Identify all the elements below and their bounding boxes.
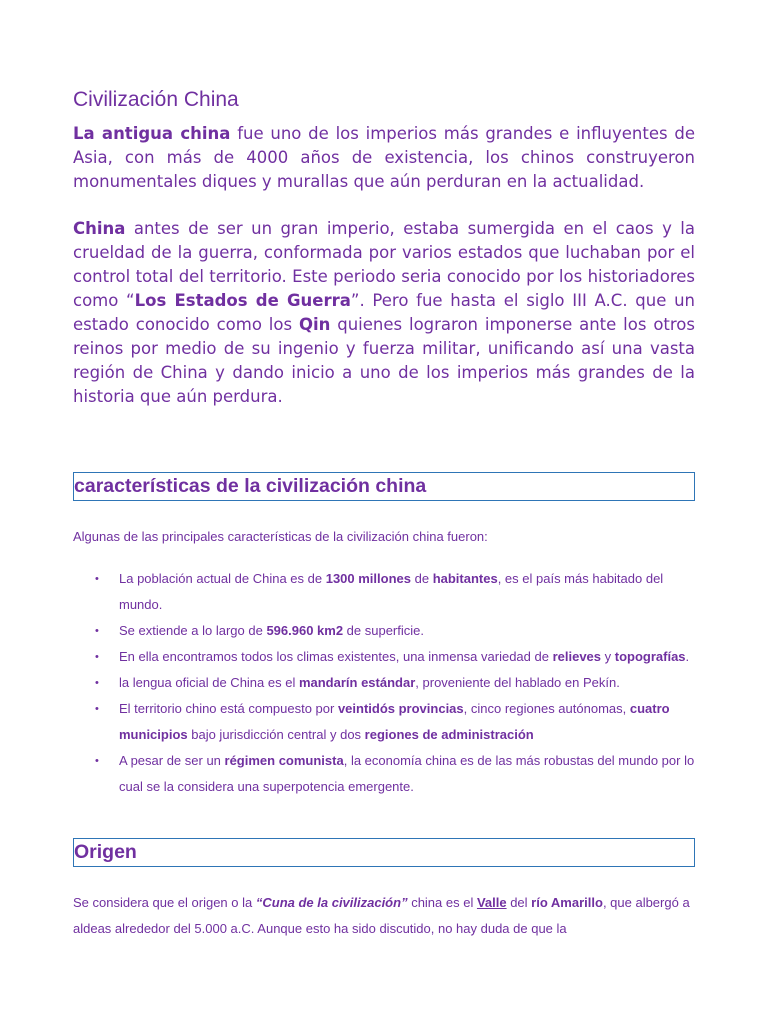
list-item-text: , proveniente del hablado en Pekín. <box>415 675 620 690</box>
bold-text: Los Estados de Guerra <box>134 291 351 310</box>
bold-text: China <box>73 219 126 238</box>
list-item-text: A pesar de ser un <box>119 753 225 768</box>
bold-text: La antigua china <box>73 124 231 143</box>
paragraph-text: Se considera que el origen o la <box>73 895 256 910</box>
bold-text: relieves <box>552 649 602 664</box>
list-item-text: de <box>411 571 433 586</box>
list-item <box>73 670 695 696</box>
list-item <box>73 696 695 748</box>
paragraph-text: del <box>506 895 532 910</box>
bold-text: 596.960 km2 <box>266 623 344 638</box>
bold-text: regiones de administración <box>364 727 534 742</box>
paragraph-text: quienes lograron imponerse ante los otros reinos por medio de su ingenio y fuerza militar, unificando así una vasta región de China y dando inicio a uno de los imperios más grandes de la historia que aún perdura. <box>73 315 695 406</box>
list-item-text: bajo jurisdicción central y dos <box>187 727 365 742</box>
characteristics-list <box>73 566 695 800</box>
bullet-icon: • <box>95 651 99 663</box>
list-item <box>73 618 695 644</box>
bold-text: topografías <box>614 649 686 664</box>
list-item <box>73 748 695 800</box>
list-item <box>73 644 695 670</box>
bold-text: mandarín estándar <box>298 675 416 690</box>
section-heading-box <box>73 472 695 501</box>
list-item-text: , la economía china es de las más robustas del mundo por lo cual se la considera una superpotencia emergente. <box>119 753 695 794</box>
section-heading-box <box>73 838 695 867</box>
list-item-text: la lengua oficial de China es el <box>119 675 299 690</box>
bullet-icon: • <box>95 573 99 585</box>
list-item-text: y <box>601 649 615 664</box>
bold-text: habitantes <box>432 571 498 586</box>
bold-text: 1300 millones <box>325 571 411 586</box>
paragraph-text: fue uno de los imperios más grandes e influyentes de Asia, con más de 4000 años de existencia, los chinos construyeron monumentales diques y murallas que aún perduran en la actualidad. <box>73 124 695 191</box>
list-item-text: Se extiende a lo largo de <box>119 623 267 638</box>
list-item-text: En ella encontramos todos los climas existentes, una inmensa variedad de <box>119 649 553 664</box>
paragraph-origin <box>73 890 695 942</box>
bold-text: veintidós provincias <box>337 701 464 716</box>
document-title: Civilización China <box>73 88 239 111</box>
bullet-icon: • <box>95 677 99 689</box>
bold-text: cuatro municipios <box>119 701 670 742</box>
paragraph-history <box>73 217 695 409</box>
list-item-text: , cinco regiones autónomas, <box>463 701 630 716</box>
bullet-icon: • <box>95 703 99 715</box>
paragraph-text: china es el <box>407 895 477 910</box>
bold-text: régimen comunista <box>224 753 344 768</box>
paragraph-text: antes de ser un gran imperio, estaba sumergida en el caos y la crueldad de la guerra, conformada por varios estados que luchaban por el control total del territorio. Este periodo seria conocido por los historiadores como “ <box>73 219 695 310</box>
bullet-icon: • <box>95 625 99 637</box>
paragraph-text: ”. Pero fue hasta el siglo III A.C. que un estado conocido como los <box>73 291 695 334</box>
section-heading-characteristics: características de la civilización china <box>74 475 427 497</box>
characteristics-intro: Algunas de las principales características de la civilización china fueron: <box>73 529 488 544</box>
paragraph-intro <box>73 122 695 194</box>
quoted-text: “Cuna de la civilización” <box>255 895 408 910</box>
section-heading-origin: Origen <box>74 841 137 863</box>
list-item <box>73 566 695 618</box>
paragraph-text: , que albergó a aldeas alrededor del 5.000 a.C. Aunque esto ha sido discutido, no hay duda de que la <box>73 895 690 936</box>
bold-text: Qin <box>298 315 331 334</box>
bullet-icon: • <box>95 755 99 767</box>
bold-text: río Amarillo <box>531 895 603 910</box>
list-item-text: El territorio chino está compuesto por <box>119 701 338 716</box>
list-item-text: La población actual de China es de <box>119 571 326 586</box>
underlined-text: Valle <box>476 895 507 910</box>
list-item-text: de superficie. <box>343 623 424 638</box>
list-item-text: . <box>685 649 690 664</box>
list-item-text: , es el país más habitado del mundo. <box>119 571 664 612</box>
